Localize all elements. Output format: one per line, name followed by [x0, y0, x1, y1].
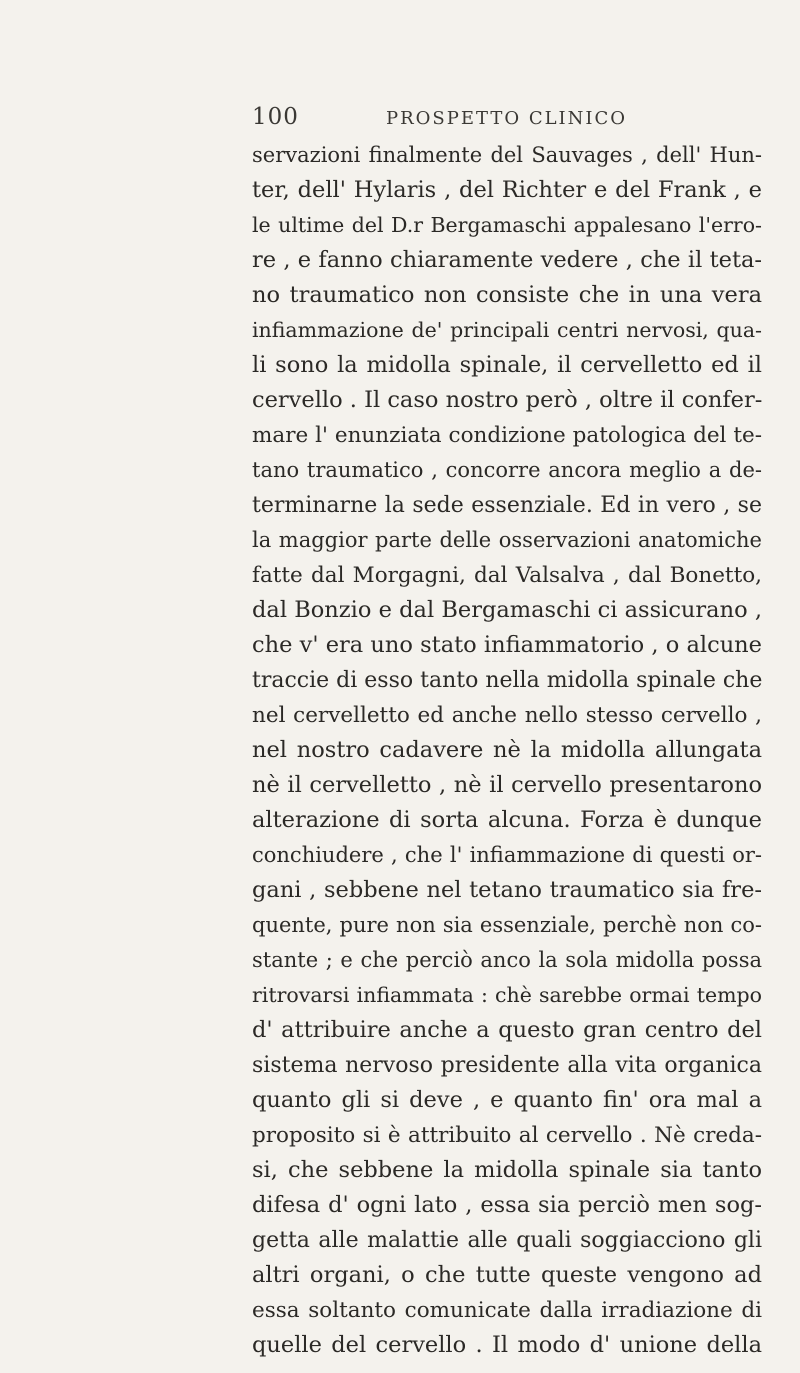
body-text — [252, 138, 762, 1363]
text-line: quelle del cervello . Il modo d' unione della — [252, 1332, 762, 1358]
text-line: nel cervelletto ed anche nello stesso cervello , — [252, 703, 762, 728]
text-line: nè il cervelletto , nè il cervello presentarono — [252, 772, 762, 798]
text-line: alterazione di sorta alcuna. Forza è dunque — [252, 807, 762, 833]
text-line: nel nostro cadavere nè la midolla allungata — [252, 737, 762, 763]
text-line: re , e fanno chiaramente vedere , che il teta- — [252, 247, 762, 273]
text-line: le ultime del D.r Bergamaschi appalesano l'erro- — [252, 213, 762, 237]
text-line: ter, dell' Hylaris , del Richter e del Frank , e — [252, 177, 762, 203]
text-line: proposito si è attribuito al cervello . Nè creda- — [252, 1123, 762, 1148]
text-line: servazioni finalmente del Sauvages , dell' Hun- — [252, 143, 762, 167]
text-line: traccie di esso tanto nella midolla spinale che — [252, 668, 762, 693]
text-line: getta alle malattie alle quali soggiacciono gli — [252, 1228, 762, 1253]
page-header — [252, 104, 762, 138]
text-line: d' attribuire anche a questo gran centro del — [252, 1017, 762, 1043]
text-line: infiammazione de' principali centri nervosi, qua- — [252, 318, 762, 342]
running-title: PROSPETTO CLINICO — [386, 108, 628, 129]
text-line: li sono la midolla spinale, il cervelletto ed il — [252, 352, 762, 378]
text-line: essa soltanto comunicate dalla irradiazione di — [252, 1298, 762, 1323]
text-line: altri organi, o che tutte queste vengono ad — [252, 1262, 762, 1288]
text-line: gani , sebbene nel tetano traumatico sia fre- — [252, 877, 762, 903]
text-line: terminarne la sede essenziale. Ed in vero , se — [252, 493, 762, 518]
text-line: cervello . Il caso nostro però , oltre il confer- — [252, 387, 762, 413]
text-line: tano traumatico , concorre ancora meglio a de- — [252, 458, 762, 482]
text-line: ritrovarsi infiammata : chè sarebbe ormai tempo — [252, 983, 762, 1007]
text-line: la maggior parte delle osservazioni anatomiche — [252, 528, 762, 552]
text-line: mare l' enunziata condizione patologica del te- — [252, 423, 762, 448]
text-line: quente, pure non sia essenziale, perchè non co- — [252, 913, 762, 937]
text-line: dal Bonzio e dal Bergamaschi ci assicurano , — [252, 597, 762, 623]
text-line: che v' era uno stato infiammatorio , o alcune — [252, 632, 762, 658]
page-number: 100 — [252, 104, 299, 130]
text-line: stante ; e che perciò anco la sola midolla possa — [252, 948, 762, 972]
text-line: quanto gli si deve , e quanto fin' ora mal a — [252, 1087, 762, 1113]
text-line: sistema nervoso presidente alla vita organica — [252, 1053, 762, 1078]
text-line: conchiudere , che l' infiammazione di questi or- — [252, 843, 762, 867]
text-line: si, che sebbene la midolla spinale sia tanto — [252, 1157, 762, 1183]
text-line: difesa d' ogni lato , essa sia perciò men sog- — [252, 1192, 762, 1218]
text-line: fatte dal Morgagni, dal Valsalva , dal Bonetto, — [252, 563, 762, 588]
text-line: no traumatico non consiste che in una vera — [252, 282, 762, 308]
